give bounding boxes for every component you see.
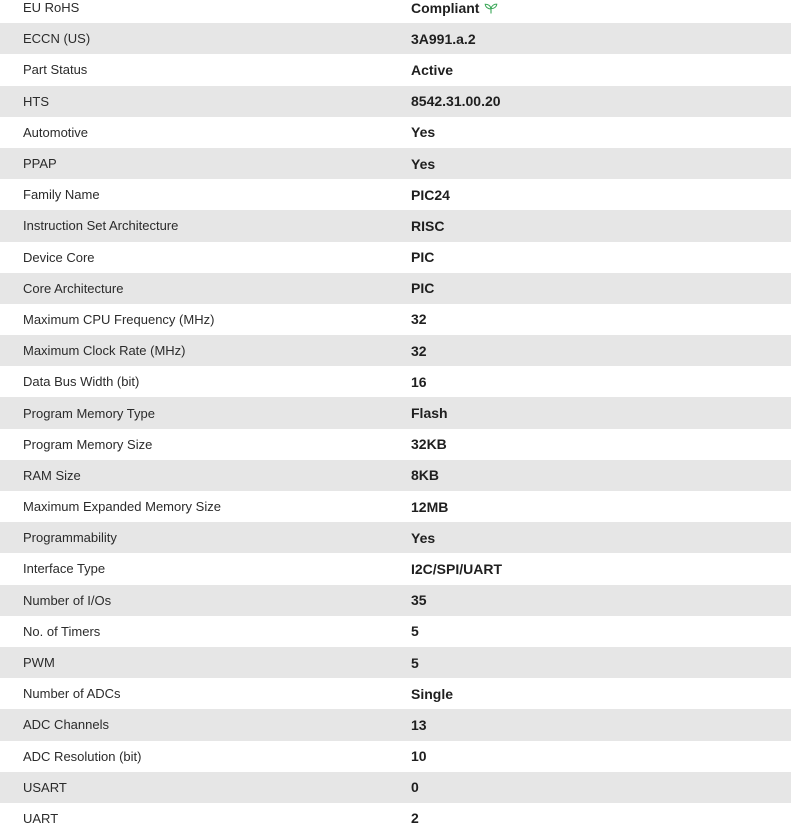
spec-row-automotive	[0, 117, 791, 148]
spec-row-core-architecture	[0, 273, 791, 304]
spec-row-part-status	[0, 54, 791, 85]
spec-row-ram-size	[0, 460, 791, 491]
spec-label: ADC Resolution (bit)	[23, 748, 142, 764]
spec-value: RISC	[411, 217, 445, 234]
spec-label: ADC Channels	[23, 717, 109, 733]
spec-value: 8KB	[411, 467, 440, 484]
spec-label: Interface Type	[23, 561, 106, 577]
spec-row-hts	[0, 86, 791, 117]
spec-value: 35	[411, 592, 427, 609]
spec-value: 32	[411, 311, 427, 328]
spec-label: Maximum Clock Rate (MHz)	[23, 343, 186, 359]
spec-row-max-clock-rate	[0, 335, 791, 366]
spec-label: PPAP	[23, 156, 57, 172]
spec-value: PIC24	[411, 186, 450, 203]
spec-value: 13	[411, 716, 427, 733]
spec-value: Flash	[411, 405, 448, 422]
leaf-icon	[484, 3, 498, 14]
spec-value: Yes	[411, 155, 436, 172]
spec-value: Active	[411, 61, 454, 78]
spec-value: 2	[411, 810, 419, 827]
spec-value: 8542.31.00.20	[411, 93, 501, 110]
spec-label: No. of Timers	[23, 623, 101, 639]
spec-value: 32KB	[411, 436, 447, 453]
spec-value: 5	[411, 654, 419, 671]
spec-value: PIC	[411, 280, 435, 297]
spec-row-pwm	[0, 647, 791, 678]
spec-row-interface-type	[0, 553, 791, 584]
spec-row-family-name	[0, 179, 791, 210]
spec-label: Family Name	[23, 187, 100, 203]
spec-label: Maximum CPU Frequency (MHz)	[23, 311, 215, 327]
spec-label: Maximum Expanded Memory Size	[23, 499, 221, 515]
spec-label: EU RoHS	[23, 0, 80, 16]
spec-row-max-cpu-frequency	[0, 304, 791, 335]
spec-label: Program Memory Size	[23, 436, 153, 452]
spec-row-no-of-timers	[0, 616, 791, 647]
spec-row-program-memory-size	[0, 429, 791, 460]
spec-value: 5	[411, 623, 419, 640]
spec-row-uart	[0, 803, 791, 831]
spec-value: 10	[411, 748, 427, 765]
spec-row-usart	[0, 772, 791, 803]
spec-label: USART	[23, 779, 67, 795]
spec-row-device-core	[0, 242, 791, 273]
spec-value: 0	[411, 779, 419, 796]
spec-label: Programmability	[23, 530, 117, 546]
spec-label: Instruction Set Architecture	[23, 218, 179, 234]
spec-label: Data Bus Width (bit)	[23, 374, 140, 390]
spec-value: 16	[411, 373, 427, 390]
spec-row-number-of-adcs	[0, 678, 791, 709]
spec-label: PWM	[23, 655, 55, 671]
spec-row-eccn-us	[0, 23, 791, 54]
spec-label: Device Core	[23, 249, 95, 265]
spec-value: PIC	[411, 249, 435, 266]
spec-value: 32	[411, 342, 427, 359]
spec-label: UART	[23, 810, 59, 826]
spec-row-number-of-ios	[0, 585, 791, 616]
spec-label: Part Status	[23, 62, 88, 78]
spec-label: Automotive	[23, 124, 89, 140]
spec-value: 12MB	[411, 498, 449, 515]
spec-value: Yes	[411, 124, 436, 141]
spec-value: 3A991.a.2	[411, 30, 476, 47]
spec-label: ECCN (US)	[23, 31, 91, 47]
spec-row-data-bus-width	[0, 366, 791, 397]
spec-row-instruction-set-architecture	[0, 210, 791, 241]
spec-label: Number of I/Os	[23, 592, 112, 608]
spec-label: HTS	[23, 93, 49, 109]
spec-row-program-memory-type	[0, 397, 791, 428]
spec-value: Single	[411, 685, 454, 702]
spec-value-cell	[388, 0, 791, 23]
spec-row-adc-resolution	[0, 741, 791, 772]
spec-label: RAM Size	[23, 467, 81, 483]
spec-value: Compliant	[411, 0, 480, 16]
spec-row-programmability	[0, 522, 791, 553]
spec-row-ppap	[0, 148, 791, 179]
spec-label: Core Architecture	[23, 280, 124, 296]
spec-row-adc-channels	[0, 709, 791, 740]
spec-label: Number of ADCs	[23, 686, 121, 702]
spec-row-max-expanded-memory-size	[0, 491, 791, 522]
spec-row-eu-rohs	[0, 0, 791, 23]
spec-label: Program Memory Type	[23, 405, 155, 421]
spec-value: Yes	[411, 529, 436, 546]
spec-value: I2C/SPI/UART	[411, 560, 503, 577]
